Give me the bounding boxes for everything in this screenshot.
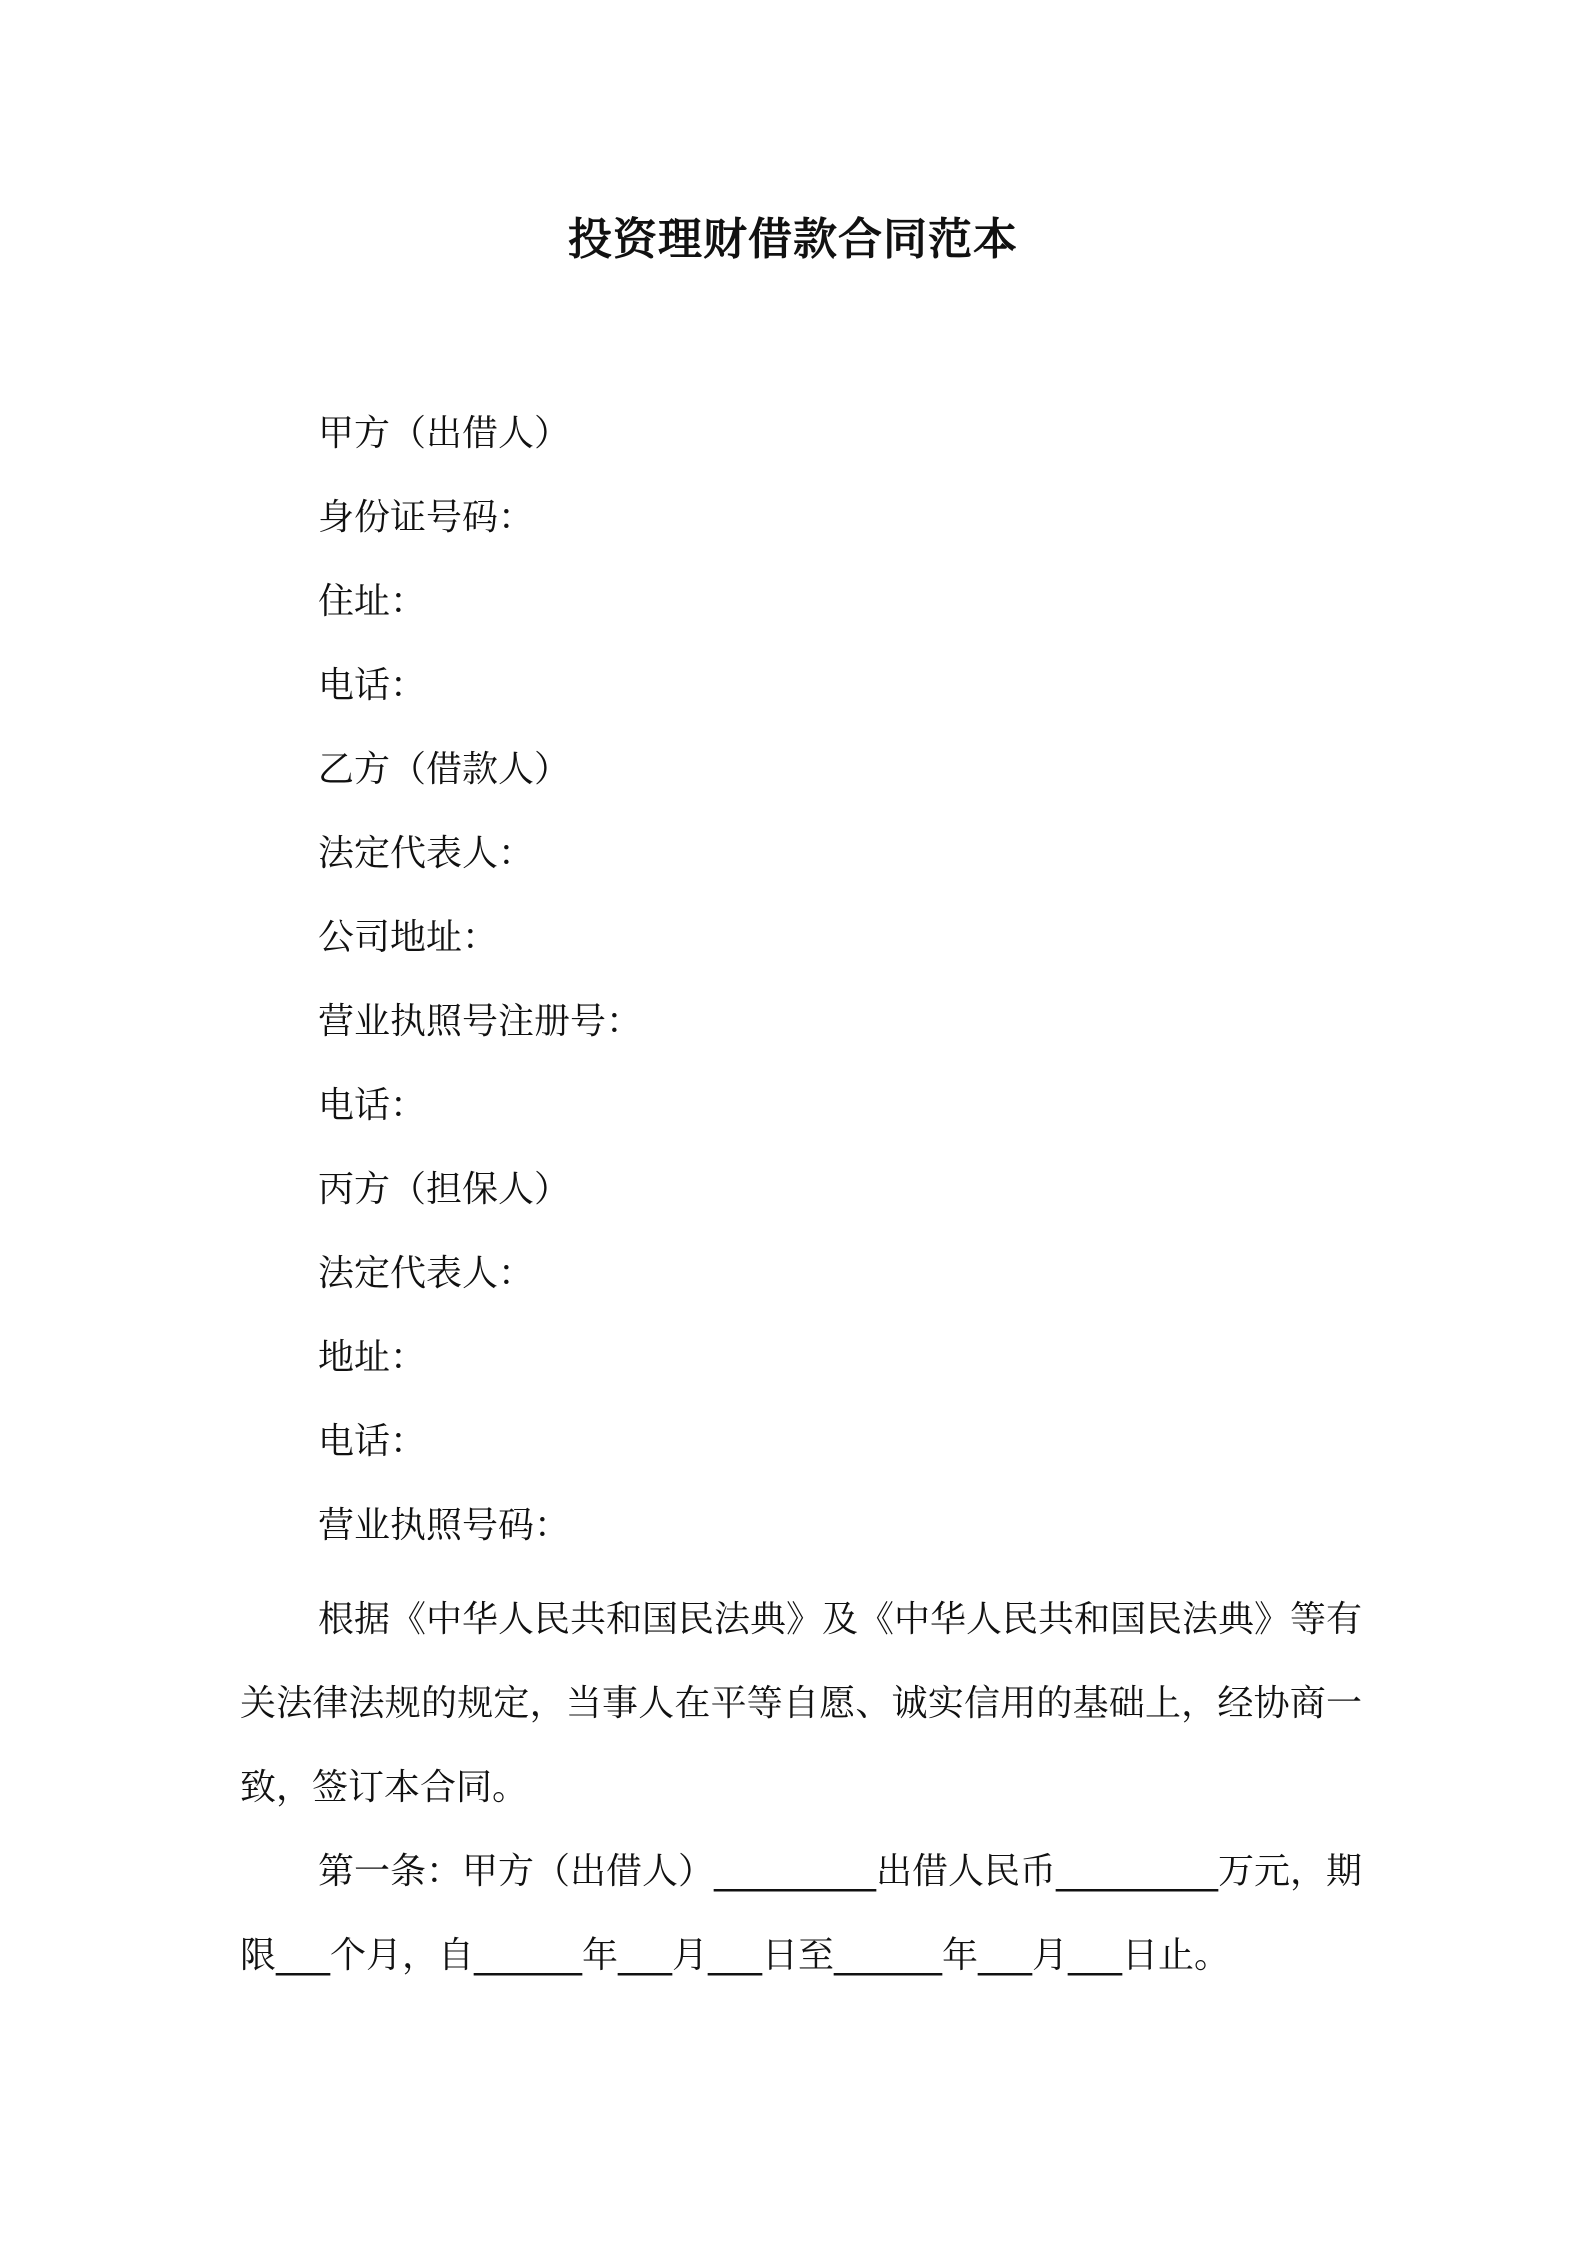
borrower-heading: 乙方（借款人）: [318, 749, 571, 790]
party-fields: [318, 404, 1358, 1580]
contract-preamble: 根据《中华人民共和国民法典》及《中华人民共和国民法典》等有关法律法规的规定，当事人在平等自愿、诚实信用的基础上，经协商一致，签订本合同。: [240, 1599, 1363, 1808]
guarantor-address-field: 地址：: [318, 1337, 427, 1378]
lender-address-field: 住址：: [318, 581, 427, 622]
guarantor-heading: 丙方（担保人）: [318, 1169, 571, 1210]
lender-id-number-field: 身份证号码：: [318, 497, 535, 538]
document-title: 投资理财借款合同范本: [568, 214, 1018, 265]
borrower-phone-field: 电话：: [318, 1085, 427, 1126]
guarantor-business-license-field: 营业执照号码：: [318, 1505, 571, 1546]
borrower-business-license-field: 营业执照号注册号：: [318, 1001, 643, 1042]
guarantor-legal-representative-field: 法定代表人：: [318, 1253, 535, 1294]
lender-phone-field: 电话：: [318, 665, 427, 706]
article-1-clause: 第一条：甲方（出借人）_________出借人民币_________万元，期限___个月，自______年___月___日至______年___月___日止。: [240, 1851, 1363, 1976]
borrower-legal-representative-field: 法定代表人：: [318, 833, 535, 874]
guarantor-phone-field: 电话：: [318, 1421, 427, 1462]
lender-heading: 甲方（出借人）: [318, 413, 571, 454]
borrower-company-address-field: 公司地址：: [318, 917, 499, 958]
